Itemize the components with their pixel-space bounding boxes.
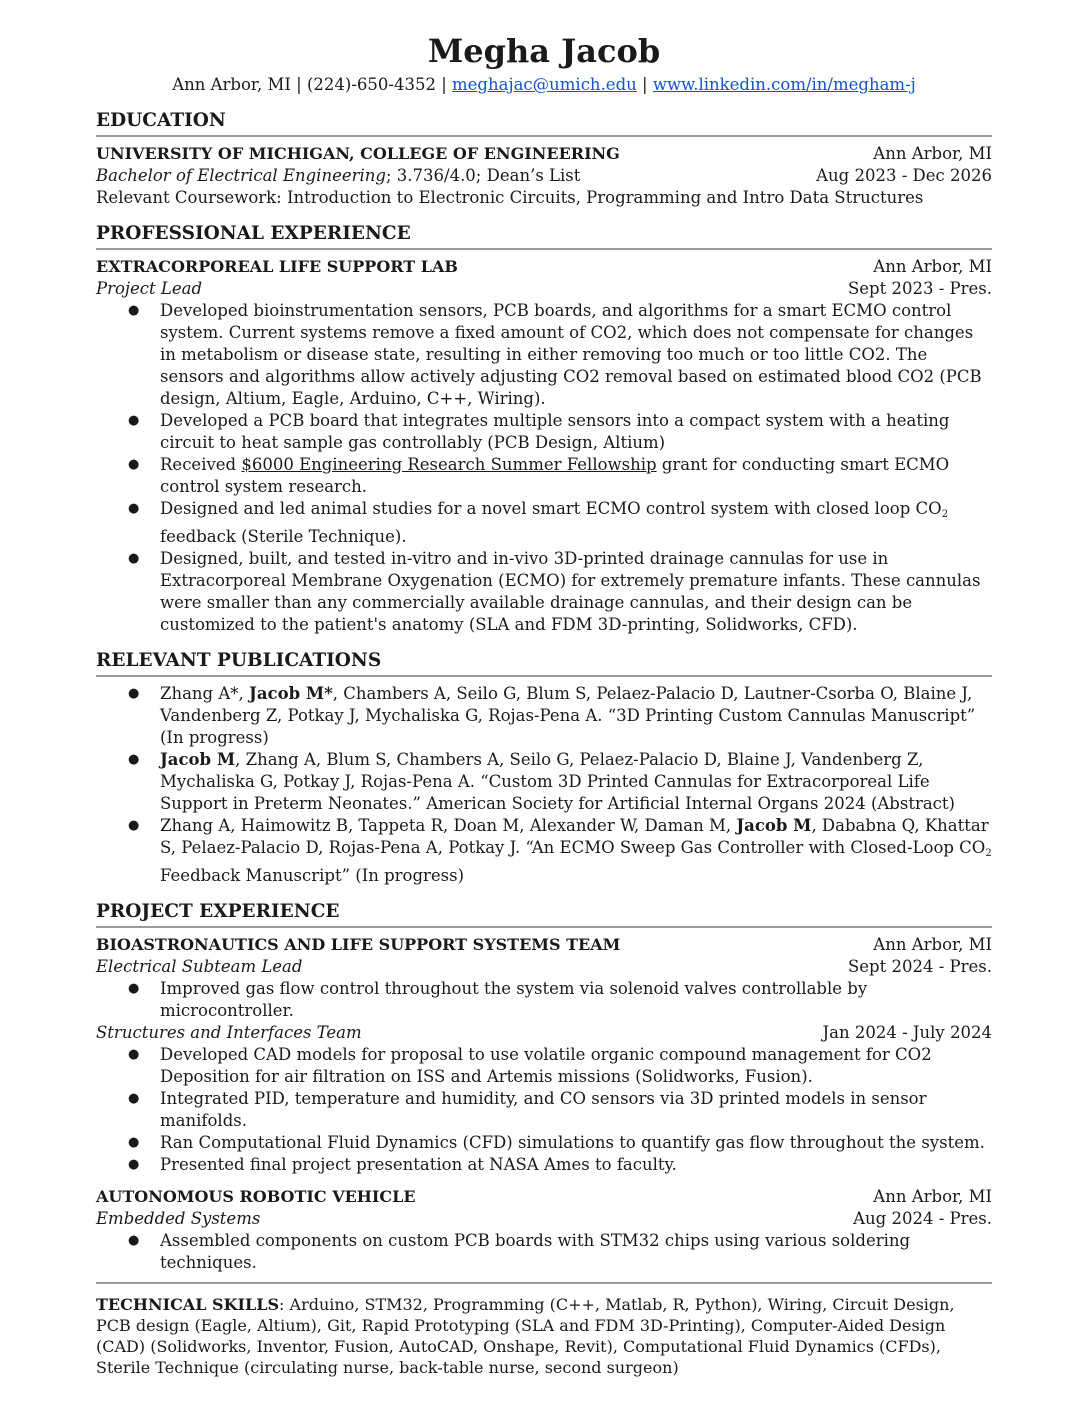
org-location: Ann Arbor, MI [873, 935, 992, 954]
degree: Bachelor of Electrical Engineering [96, 166, 386, 185]
list-item: ● Ran Computational Fluid Dynamics (CFD) simulations to quantify gas flow throughout the system. [96, 1132, 992, 1154]
publications-section [96, 648, 992, 887]
role-title: Structures and Interfaces Team [96, 1023, 362, 1042]
section-title-education: EDUCATION [96, 110, 226, 131]
list-item: ● Presented final project presentation at NASA Ames to faculty. [96, 1154, 992, 1176]
education-section [96, 108, 992, 209]
org-name: AUTONOMOUS ROBOTIC VEHICLE [96, 1187, 416, 1206]
author-highlight: Jacob M [160, 750, 236, 769]
publication-list [96, 683, 992, 887]
location-phone: Ann Arbor, MI | (224)-650-4352 | [172, 75, 453, 94]
bullet-text: feedback (Sterile Technique). [160, 527, 407, 546]
role-title: Project Lead [96, 279, 203, 298]
section-title-publications: RELEVANT PUBLICATIONS [96, 650, 382, 671]
section-title-projects: PROJECT EXPERIENCE [96, 901, 340, 922]
section-divider [96, 1282, 992, 1284]
school-name: UNIVERSITY OF MICHIGAN, COLLEGE OF ENGINEERING [96, 144, 620, 163]
pub-text: Feedback Manuscript” (In progress) [160, 866, 465, 885]
role-dates: Sept 2024 - Pres. [847, 957, 992, 976]
role-dates: Jan 2024 - July 2024 [822, 1023, 992, 1042]
list-item: ● Developed a PCB board that integrates multiple sensors into a compact system with a heating circuit to heat sample gas controllably (PCB Design, Altium) [96, 410, 992, 454]
publication-item [96, 749, 992, 815]
technical-skills [96, 1294, 992, 1378]
email-link[interactable]: meghajac@umich.edu [452, 75, 637, 94]
bullet-list [96, 978, 992, 1022]
pub-text: , Chambers A, Seilo G, Blum S, Pelaez-Palacio D, Lautner-Csorba O, Blaine J, Vandenberg Z, Potkay J, Mychaliska G, Rojas-Pena A. “3D Printing Custom Cannulas Manuscript” (In progress) [160, 684, 976, 747]
professional-section [96, 221, 992, 636]
role-dates: Aug 2024 - Pres. [853, 1209, 992, 1228]
bullet-list [96, 300, 992, 636]
linkedin-link[interactable]: www.linkedin.com/in/megham-j [652, 75, 916, 94]
skills-label: TECHNICAL SKILLS [96, 1295, 280, 1314]
role-title: Embedded Systems [96, 1209, 261, 1228]
subscript: 2 [985, 848, 992, 859]
school-location: Ann Arbor, MI [873, 144, 992, 163]
pub-text: , Zhang A, Blum S, Chambers A, Seilo G, Pelaez-Palacio D, Blaine J, Vandenberg Z, Mychaliska G, Potkay J, Rojas-Pena A. “Custom 3D Printed Cannulas for Extracorporeal Life Support in Preterm Neonates.” American Society for Artificial Internal Organs 2024 (Abstract) [160, 750, 955, 813]
publication-item [96, 815, 992, 887]
list-item [96, 454, 992, 498]
education-dates: Aug 2023 - Dec 2026 [816, 166, 992, 185]
list-item: ● Assembled components on custom PCB boards with STM32 chips using various soldering techniques. [96, 1230, 992, 1274]
section-divider [96, 926, 992, 928]
list-item [96, 498, 992, 548]
section-title-professional: PROFESSIONAL EXPERIENCE [96, 223, 411, 244]
pub-text: Zhang A*, [160, 684, 250, 703]
resume-page [96, 30, 992, 1378]
section-divider [96, 135, 992, 137]
org-name: EXTRACORPOREAL LIFE SUPPORT LAB [96, 257, 458, 276]
pub-text: , Dababna Q, Khattar S, Pelaez-Palacio D, Rojas-Pena A, Potkay J. “An ECMO Sweep Gas Controller with Closed-Loop CO [160, 816, 989, 857]
bullet-list [96, 1230, 992, 1274]
pub-text: Zhang A, Haimowitz B, Tappeta R, Doan M, Alexander W, Daman M, [160, 816, 737, 835]
author-highlight: Jacob M* [249, 684, 333, 703]
contact-separator: | [636, 75, 653, 94]
gpa: ; 3.736/4.0; Dean’s List [385, 166, 581, 185]
contact-line [96, 74, 992, 96]
org-location: Ann Arbor, MI [873, 1187, 992, 1206]
list-item: ● Developed bioinstrumentation sensors, PCB boards, and algorithms for a smart ECMO control system. Current systems remove a fixed amount of CO2, which does not compensate for changes in metabolism or disease state, resulting in either removing too much or too little CO2. The sensors and algorithms allow actively adjusting CO2 removal based on estimated blood CO2 (PCB design, Altium, Eagle, Arduino, C++, Wiring). [96, 300, 992, 410]
bullet-text: grant for conducting smart ECMO control system research. [160, 455, 950, 496]
org-name: BIOASTRONAUTICS AND LIFE SUPPORT SYSTEMS TEAM [96, 935, 621, 954]
role-title: Electrical Subteam Lead [96, 957, 303, 976]
publication-item [96, 683, 992, 749]
list-item: ● Integrated PID, temperature and humidity, and CO sensors via 3D printed models in sensor manifolds. [96, 1088, 992, 1132]
skills-text: : Arduino, STM32, Programming (C++, Matlab, R, Python), Wiring, Circuit Design, PCB design (Eagle, Altium), Git, Rapid Prototyping (SLA and FDM 3D-Printing), Computer-Aided Design (CAD) (Solidworks, Inventor, Fusion, AutoCAD, Onshape, Revit), Computational Fluid Dynamics (CFDs), Sterile Technique (circulating nurse, back-table nurse, second surgeon) [96, 1295, 955, 1377]
section-divider [96, 675, 992, 677]
candidate-name: Megha Jacob [427, 32, 661, 70]
role-dates: Sept 2023 - Pres. [847, 279, 992, 298]
projects-section [96, 899, 992, 1284]
bullet-text: Designed and led animal studies for a novel smart ECMO control system with closed loop CO [160, 499, 942, 518]
author-highlight: Jacob M [736, 816, 812, 835]
org-location: Ann Arbor, MI [873, 257, 992, 276]
section-divider [96, 248, 992, 250]
list-item: ● Designed, built, and tested in-vitro and in-vivo 3D-printed drainage cannulas for use in Extracorporeal Membrane Oxygenation (ECMO) for extremely premature infants. These cannulas were smaller than any commercially available drainage cannulas, and their design can be customized to the patient's anatomy (SLA and FDM 3D-printing, Solidworks, CFD). [96, 548, 992, 636]
list-item: ● Improved gas flow control throughout the system via solenoid valves controllable by microcontroller. [96, 978, 992, 1022]
subscript: 2 [941, 509, 949, 520]
fellowship-link[interactable]: $6000 Engineering Research Summer Fellowship [241, 455, 657, 474]
bullet-text: Received [160, 455, 242, 474]
list-item: ● Developed CAD models for proposal to use volatile organic compound management for CO2 Deposition for air filtration on ISS and Artemis missions (Solidworks, Fusion). [96, 1044, 992, 1088]
coursework: Relevant Coursework: Introduction to Electronic Circuits, Programming and Intro Data Structures [96, 188, 924, 207]
bullet-list [96, 1044, 992, 1176]
